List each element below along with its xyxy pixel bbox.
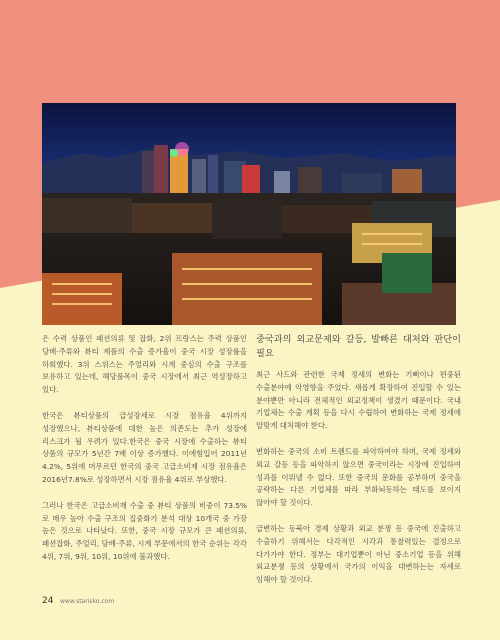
city-night-photo bbox=[42, 103, 456, 325]
page-number: 24 bbox=[42, 596, 54, 606]
right-paragraph-3: 급변하는 동북아 경제 상황과 외교 분쟁 등 중국에 진출하고 수출하기 위해서는 다각적인 시각과 통찰력있는 결정으로 다가가야 한다. 정부는 대기업뿐이 아닌 중소기업 등을 위해 외교분쟁 등의 상황에서 국가의 이익을 대변하는는 자세로 임해야 할 것이다. bbox=[256, 523, 461, 585]
footer-url: www.starisko.com bbox=[60, 598, 115, 605]
right-paragraph-2: 변화하는 중국의 소비 트렌드를 파악하여야 하며, 국제 정세와 외교 갈등 등을 파악하지 않으면 중국이라는 시장에 진입하여 성과를 이뤄낼 수 없다. 또한 중국의 문화를 공부하며 중국을 공략하는 다른 기업체를 따라 부화뇌동하는 태도를 보이지 않아야 할 것이다. bbox=[256, 446, 461, 508]
left-paragraph-3: 그러나 한국은 고급소비재 수출 중 뷰티 상품의 비중이 73.5%로 매우 높아 수출 구조의 집중화가 분석 대상 10개국 중 가장 높은 것으로 나타났다. 또한, 중국 시장 규모가 큰 패션의류, 패션잡화, 주얼리, 담배·주류, 시계 부문에서의 한국 순위는 각각 4위, 7위, 9위, 10위, 10위에 불과했다. bbox=[42, 500, 247, 561]
right-paragraph-1: 최근 사드와 관련한 국제 정세의 변화는 기뻐이나 편중된 수출분야에 악영향을 주었다. 새롭게 확장하여 진입할 수 있는 분야뿐만 아니라 전체적인 외교정책이 생겼기 때문이다. 국내 기업체는 수출 계획 등을 다시 수립하여 변화하는 국제 정세에 알맞게 대처해야 한다. bbox=[256, 370, 461, 431]
section-heading: 중국과의 외교문제와 갈등, 발빠른 대처와 판단이 필요 bbox=[256, 334, 461, 359]
right-text-column bbox=[256, 333, 461, 600]
left-paragraph-2: 한국은 뷰티상품의 급성장세로 시장 점유율 4위까지 성장했으나, 뷰티상품에 대한 높은 의존도는 추가 성장에 리스크가 될 우려가 있다.한국은 중국 시장에 수출하는 뷰티 상품의 규모가 5년간 7배 이상 증가했다. 이에힘입어 2011년 4.2%, 5위에 머무르던 한국의 중국 고급소비재 시장 점유율은 2016년7.8%로 성장하면서 시장 점유율 4위로 부상했다. bbox=[42, 410, 247, 484]
page-footer bbox=[42, 596, 114, 606]
left-paragraph-1: 은 수력 상품인 패션의류 및 잡화, 2위 프랑스는 주력 상품인 당배·주류와 뷰티 제품의 수출 증가율이 중국 시장 성장률을 하회했다. 3위 스위스는 주얼리와 시계 중심의 수출 구조를 보유하고 있는데, 해당품목이 중국 시장에서 최근 역성장하고 있다. bbox=[42, 334, 247, 395]
left-text-column bbox=[42, 333, 247, 577]
